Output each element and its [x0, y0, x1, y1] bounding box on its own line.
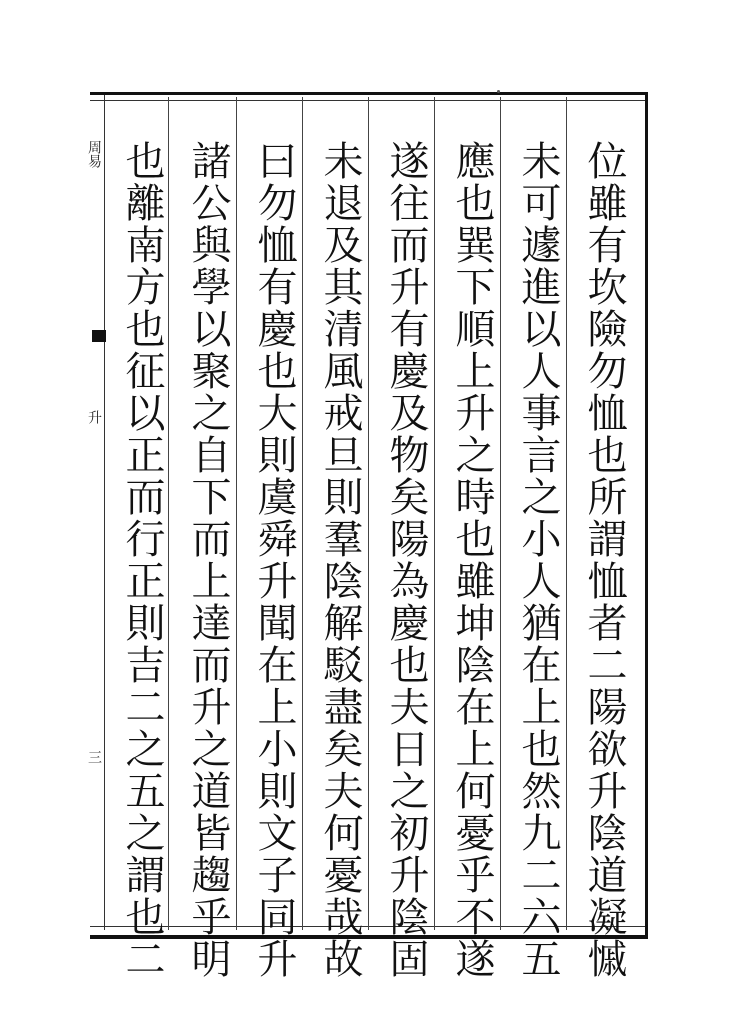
column-rule	[434, 97, 435, 930]
text-column-2: 未可遽進以人事言之小人猶在上也然九二六五	[515, 140, 561, 980]
margin-chapter: 升	[86, 410, 102, 424]
ink-speck	[497, 90, 500, 93]
fish-tail-mark	[92, 330, 106, 342]
column-rule	[168, 97, 169, 930]
text-column-3: 應也巽下順上升之時也雖坤陰在上何憂乎不遂	[449, 140, 495, 980]
column-rule	[368, 97, 369, 930]
column-rule	[302, 97, 303, 930]
text-column-8: 也離南方也征以正而行正則吉二之五之謂也二	[119, 140, 165, 980]
text-column-7: 諸公與學以聚之自下而上達而升之道皆趨乎明	[185, 140, 231, 980]
column-rule	[500, 97, 501, 930]
text-column-6: 曰勿恤有慶也大則虞舜升聞在上小則文子同升	[251, 140, 297, 980]
column-rule	[236, 97, 237, 930]
margin-title: 周易	[86, 140, 102, 168]
column-rule	[566, 97, 567, 930]
margin-page: 三	[86, 750, 102, 764]
text-column-1: 位雖有坎險勿恤也所謂恤者二陽欲升陰道凝慽	[581, 140, 627, 980]
margin-labels	[86, 110, 104, 910]
page-border	[90, 92, 648, 980]
text-column-4: 遂往而升有慶及物矣陽為慶也夫日之初升陰固	[383, 140, 429, 980]
text-column-5: 未退及其清風戒旦則羣陰解駁盡矣夫何憂哉故	[317, 140, 363, 980]
